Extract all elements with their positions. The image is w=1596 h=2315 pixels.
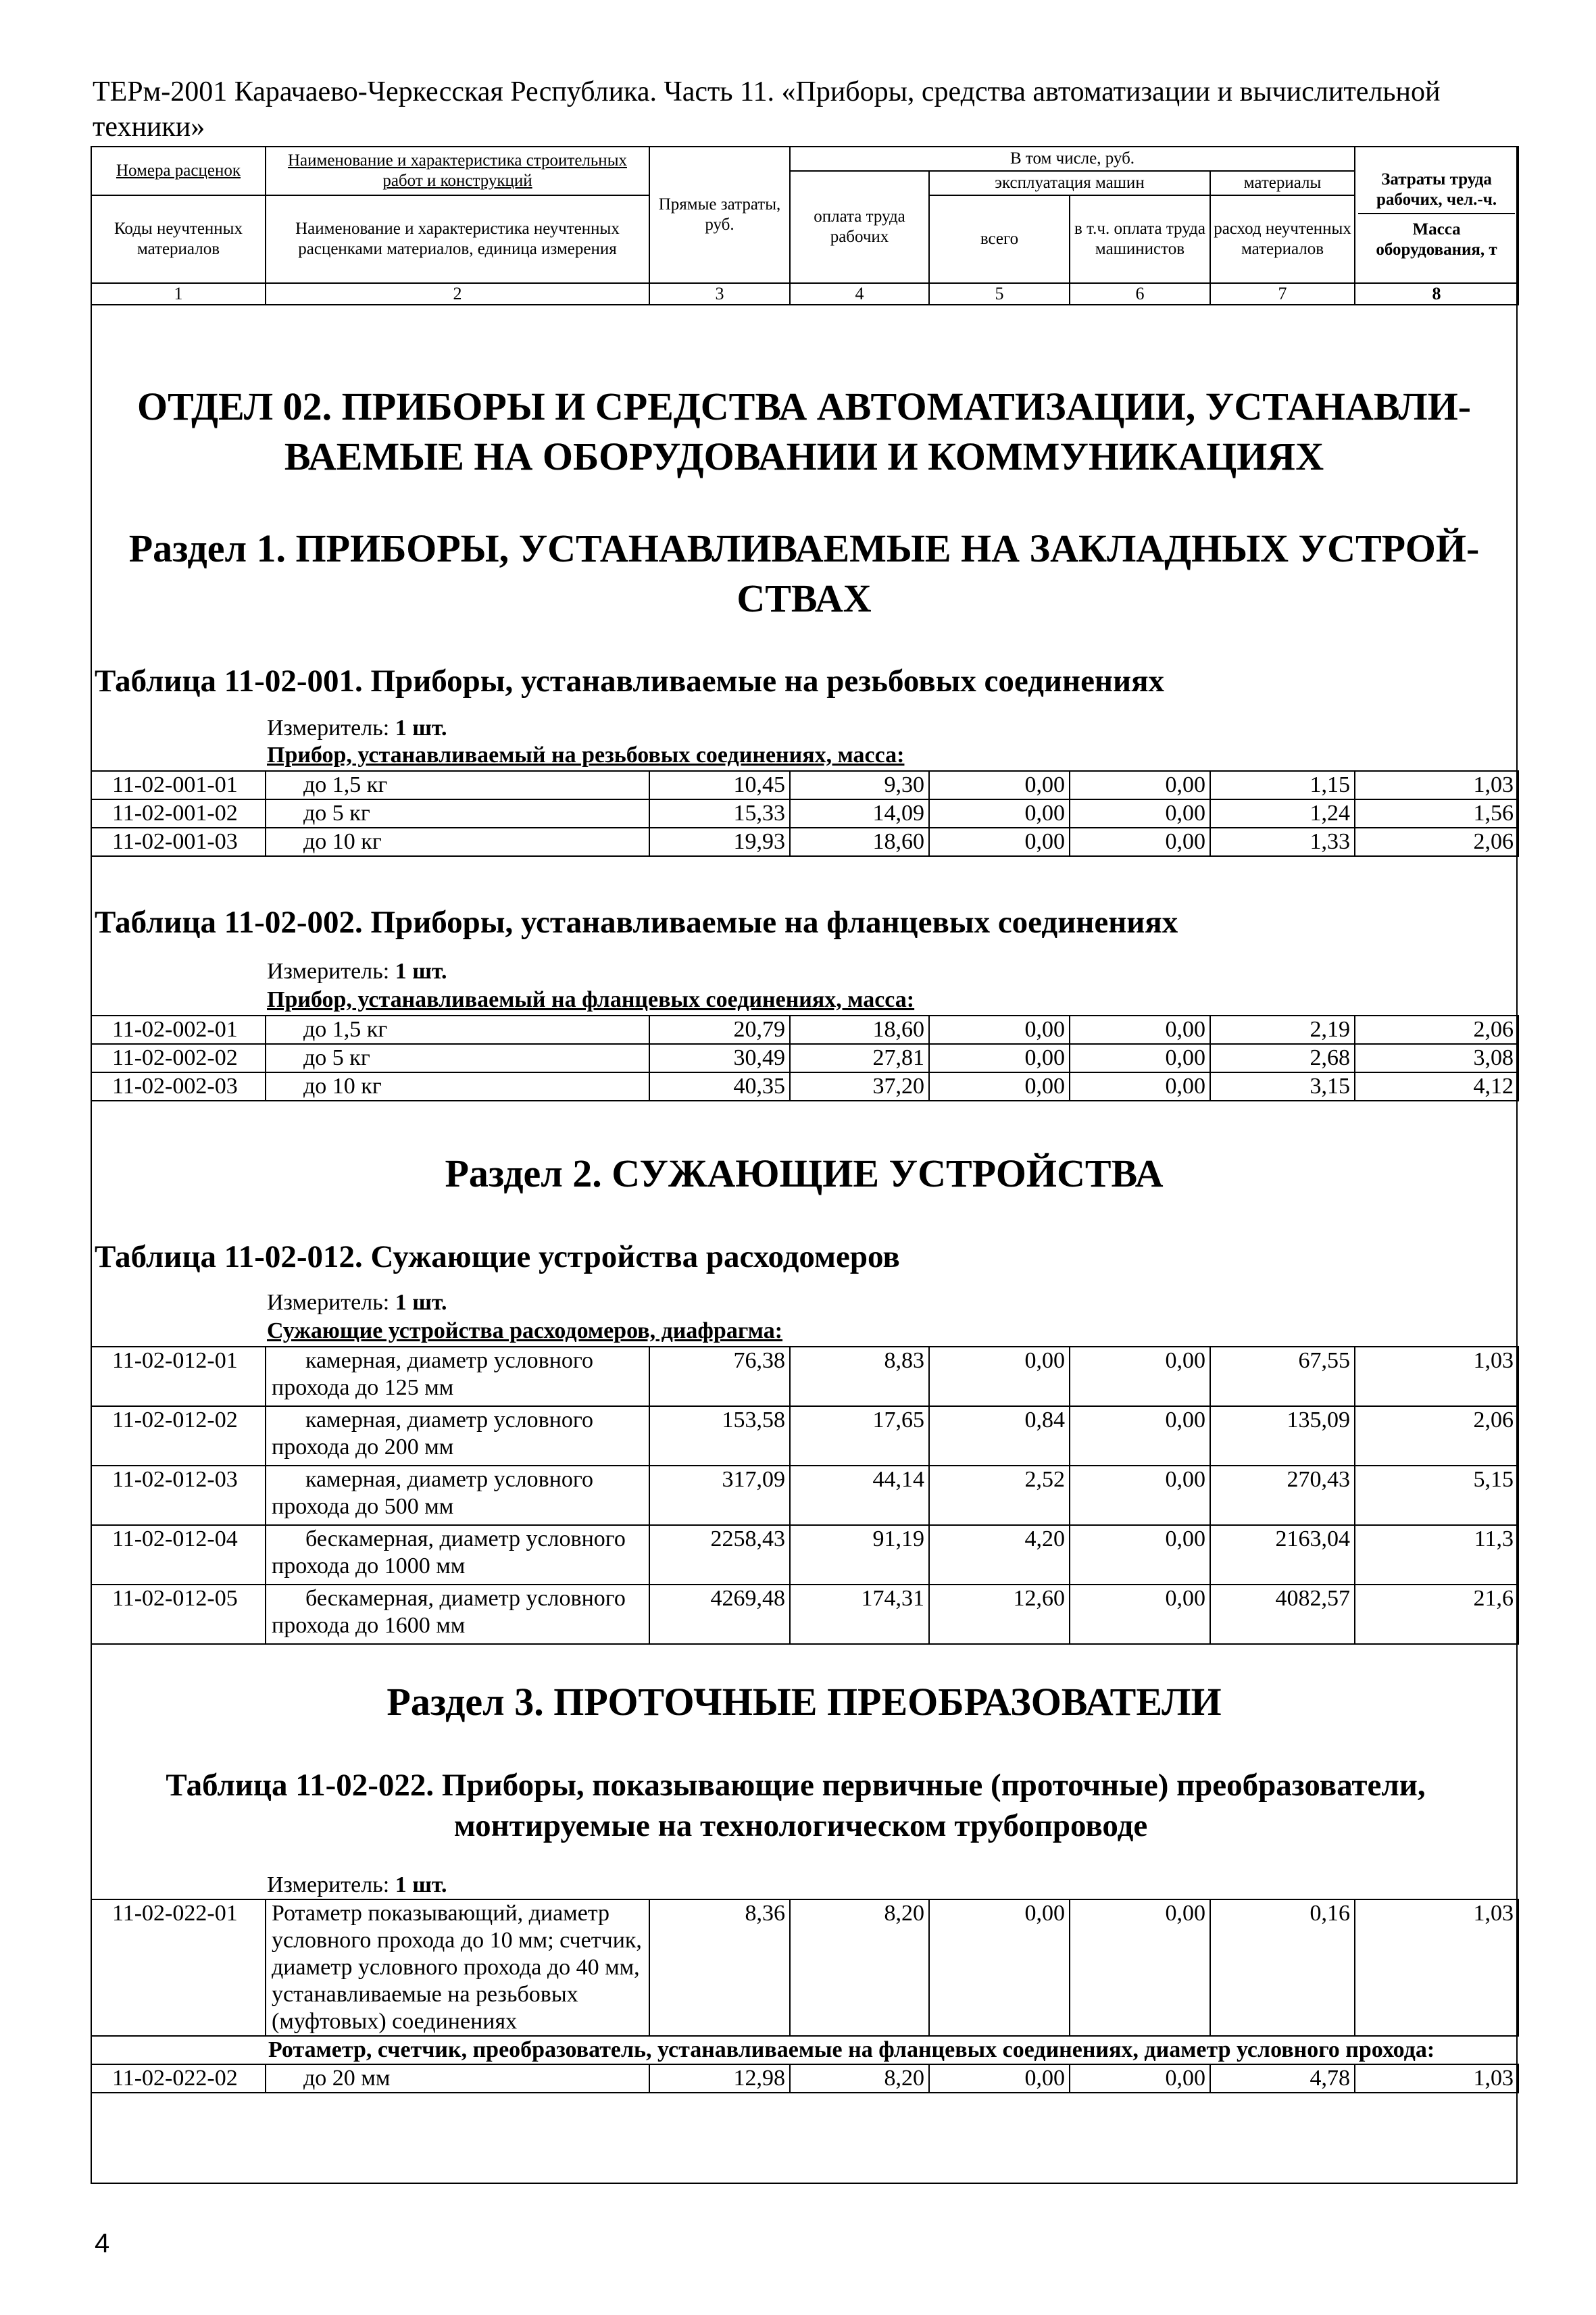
header-rate-number: Номера расценок — [91, 147, 266, 195]
table-row: 11-02-001-01 до 1,5 кг 10,45 9,30 0,00 0,00 1,15 1,03 — [91, 771, 1518, 799]
header-work-name: Наименование и характеристика строительных работ и конструкций — [266, 147, 649, 195]
col-number: 1 — [91, 283, 266, 305]
col-number: 8 — [1355, 283, 1518, 305]
header-material-names: Наименование и характеристика неучтенных расценками материалов, единица измерения — [266, 195, 649, 283]
section-3-title: Раздел 3. ПРОТОЧНЫЕ ПРЕОБРАЗОВАТЕЛИ — [386, 1680, 1222, 1724]
header-machines: эксплуатация машин — [929, 171, 1210, 195]
table-002-measure: Измеритель: 1 шт. — [267, 959, 447, 984]
header-labor-costs: Затраты труда рабочих, чел.-ч. Масса оборудования, т — [1355, 147, 1518, 283]
header-unaccounted-materials: расход неучтенных материалов — [1210, 195, 1355, 283]
col-number: 7 — [1210, 283, 1355, 305]
header-material-codes: Коды неучтенных материалов — [91, 195, 266, 283]
section-1-title: Раздел 1. ПРИБОРЫ, УСТАНАВЛИВАЕМЫЕ НА ЗАКЛАДНЫХ УСТРОЙ- СТВАХ — [128, 526, 1480, 620]
table-001-measure: Измеритель: 1 шт. — [267, 716, 447, 741]
table-002-rows — [91, 1015, 1519, 1101]
table-row: 11-02-012-02 камерная, диаметр условного прохода до 200 мм 153,58 17,65 0,84 0,00 135,09 2,06 — [91, 1406, 1518, 1466]
table-012-group: Сужающие устройства расходомеров, диафрагма: — [267, 1318, 783, 1343]
table-001-rows — [91, 770, 1519, 857]
header-materials: материалы — [1210, 171, 1355, 195]
table-row: 11-02-022-02 до 20 мм 12,98 8,20 0,00 0,00 4,78 1,03 — [91, 2064, 1518, 2093]
column-header-table — [91, 146, 1519, 305]
table-001-group: Прибор, устанавливаемый на резьбовых соединениях, масса: — [267, 743, 905, 768]
header-direct-costs: Прямые затраты, руб. — [649, 147, 790, 283]
table-row: 11-02-002-02 до 5 кг 30,49 27,81 0,00 0,00 2,68 3,08 — [91, 1044, 1518, 1072]
col-number: 4 — [790, 283, 929, 305]
col-number: 6 — [1070, 283, 1210, 305]
table-row: 11-02-012-03 камерная, диаметр условного прохода до 500 мм 317,09 44,14 2,52 0,00 270,43 5,15 — [91, 1466, 1518, 1525]
table-012-measure: Измеритель: 1 шт. — [267, 1290, 447, 1315]
table-012-rows — [91, 1346, 1519, 1645]
col-number: 2 — [266, 283, 649, 305]
table-group-row: Ротаметр, счетчик, преобразователь, устанавливаемые на фланцевых соединениях, диаметр условного прохода: — [91, 2036, 1518, 2064]
department-title: ОТДЕЛ 02. ПРИБОРЫ И СРЕДСТВА АВТОМАТИЗАЦИИ, УСТАНАВЛИ- ВАЕМЫЕ НА ОБОРУДОВАНИИ И КОММУНИКАЦИЯХ — [136, 384, 1472, 478]
table-012-title: Таблица 11-02-012. Сужающие устройства расходомеров — [95, 1239, 900, 1274]
table-002-title: Таблица 11-02-002. Приборы, устанавливаемые на фланцевых соединениях — [95, 905, 1178, 940]
table-022-title: Таблица 11-02-022. Приборы, показывающие первичные (проточные) преобразователи, монтируемые на технологическом трубопроводе — [166, 1768, 1426, 1843]
header-machinists-pay: в т.ч. оплата труда машинистов — [1070, 195, 1210, 283]
table-022-rows — [91, 1899, 1519, 2093]
table-002-group: Прибор, устанавливаемый на фланцевых соединениях, масса: — [267, 987, 915, 1012]
table-row: 11-02-001-03 до 10 кг 19,93 18,60 0,00 0,00 1,33 2,06 — [91, 828, 1518, 856]
header-machines-total: всего — [929, 195, 1070, 283]
table-row: 11-02-012-04 бескамерная, диаметр условного прохода до 1000 мм 2258,43 91,19 4,20 0,00 2163,04 11,3 — [91, 1525, 1518, 1585]
col-number: 5 — [929, 283, 1070, 305]
document-title: ТЕРм-2001 Карачаево-Черкесская Республика. Часть 11. «Приборы, средства автоматизации и вычислительной техники» — [93, 76, 1441, 143]
col-number: 3 — [649, 283, 790, 305]
table-row: 11-02-002-03 до 10 кг 40,35 37,20 0,00 0,00 3,15 4,12 — [91, 1072, 1518, 1101]
table-row: 11-02-012-01 камерная, диаметр условного прохода до 125 мм 76,38 8,83 0,00 0,00 67,55 1,03 — [91, 1347, 1518, 1406]
header-including: В том числе, руб. — [790, 147, 1355, 171]
table-row: 11-02-001-02 до 5 кг 15,33 14,09 0,00 0,00 1,24 1,56 — [91, 799, 1518, 828]
table-row: 11-02-002-01 до 1,5 кг 20,79 18,60 0,00 0,00 2,19 2,06 — [91, 1016, 1518, 1044]
section-2-title: Раздел 2. СУЖАЮЩИЕ УСТРОЙСТВА — [445, 1151, 1164, 1195]
header-labor-pay: оплата труда рабочих — [790, 171, 929, 283]
table-001-title: Таблица 11-02-001. Приборы, устанавливаемые на резьбовых соединениях — [95, 664, 1165, 699]
table-022-measure: Измеритель: 1 шт. — [267, 1872, 447, 1897]
page-number: 4 — [95, 2229, 110, 2258]
table-row: 11-02-012-05 бескамерная, диаметр условного прохода до 1600 мм 4269,48 174,31 12,60 0,00 4082,57 21,6 — [91, 1585, 1518, 1644]
table-row: 11-02-022-01 Ротаметр показывающий, диаметр условного прохода до 10 мм; счетчик, диаметр условного прохода до 40 мм, устанавливаемые на резьбовых (муфтовых) соединениях 8,36 8,20 0,00 0,00 0,16 1,03 — [91, 1899, 1518, 2036]
